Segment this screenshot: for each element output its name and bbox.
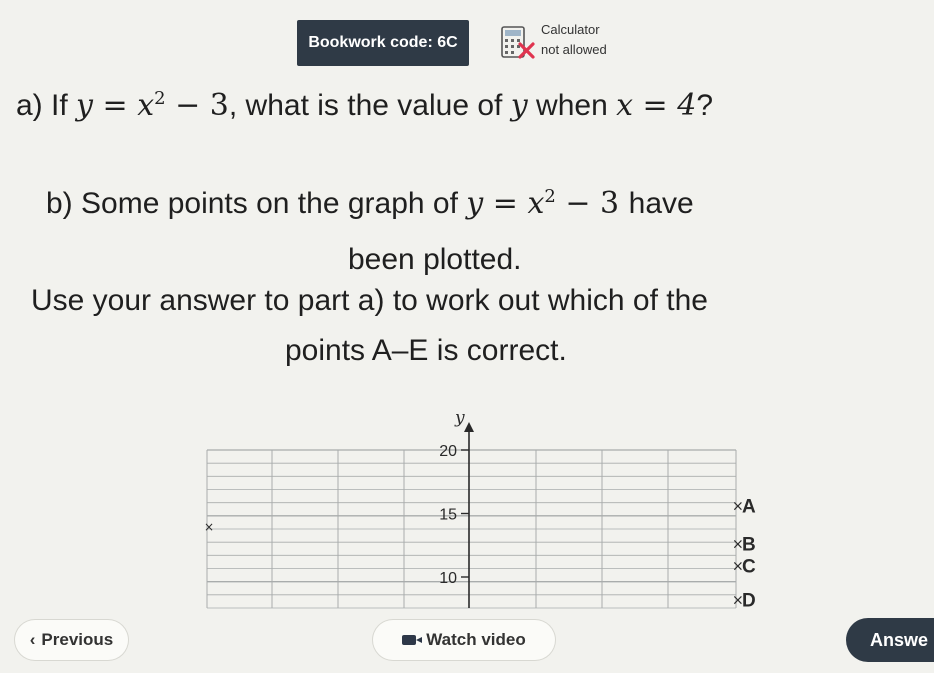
part-b-prefix: b) Some points on the graph of [46,187,458,220]
part-a-eq-tail: − 3 [175,88,229,123]
point-label-b: B [742,534,756,556]
part-a-eq-mid: = x [102,88,155,123]
part-a-mid: , what is the value of [228,89,503,122]
points-graph [0,405,934,615]
part-b-eq-lhs: y = x [466,186,545,221]
answer-button[interactable] [846,618,934,662]
part-a-question-mark: ? [696,89,713,122]
bookwork-code-badge [297,20,469,66]
question-part-b [46,186,694,221]
calculator-title: Calculator [541,22,600,37]
calculator-not-allowed-icon [500,26,536,60]
instruction-line-1: Use your answer to part a) to work out which of the [31,284,708,317]
point-label-d: D [742,590,756,612]
point-marker-c: × [732,558,744,575]
previous-label: Previous [41,630,114,649]
video-camera-icon [402,635,416,645]
watch-video-button[interactable] [373,620,555,660]
point-marker-b: × [732,536,744,553]
y-tick-label: 15 [439,506,457,524]
part-a-eq-exp: 2 [154,88,166,109]
point-label-a: A [742,496,756,518]
part-a-equation [76,88,229,123]
part-a-var: y [510,88,528,123]
y-tick-label: 20 [439,443,457,460]
calculator-status: not allowed [541,42,607,57]
instruction-line-2: points A–E is correct. [285,334,567,367]
y-axis-arrow [464,422,474,432]
part-b-suffix: have [628,187,694,220]
previous-button[interactable] [15,620,128,660]
y-axis-label: y [455,408,465,428]
point-marker-a: × [732,498,744,515]
question-part-a [16,88,713,123]
point-label-c: C [742,556,756,578]
part-a-prefix: a) If [16,89,68,122]
part-a-when: when [536,89,608,122]
chevron-left-icon: ‹ [29,630,36,649]
part-a-condition: x = 4 [616,88,697,123]
extra-point-marker: × [204,520,215,535]
part-b-eq-tail: − 3 [565,186,620,221]
part-a-eq-lhs: y [76,88,93,123]
point-marker-d: × [732,592,744,609]
y-tick-label: 10 [439,570,457,587]
question-part-b-line2: been plotted. [348,243,522,276]
watch-video-label: Watch video [426,630,526,649]
part-b-equation [466,186,628,221]
answer-label: Answe [870,629,929,650]
bookwork-code-text: Bookwork code: 6C [308,34,458,51]
part-b-eq-exp: 2 [544,186,556,207]
